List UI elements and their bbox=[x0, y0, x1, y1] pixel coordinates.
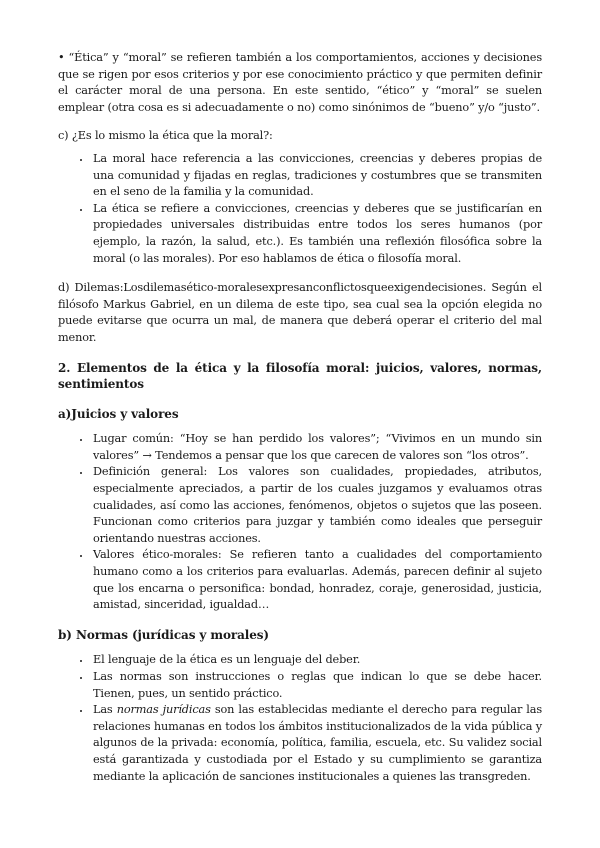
list-item bbox=[91, 702, 542, 785]
subsection-a-title: a)Juicios y valores bbox=[58, 406, 179, 421]
list-item: • La ética se refiere a convicciones, creencias y deberes que se justificarían en propiedades universales distribuidas entre todos los seres humanos (por ejemplo, la razón, la salud, etc.). Es también una reflexión filosófica sobre la moral (o las morales). Por eso hablamos de ética o filosofía moral. bbox=[91, 201, 542, 267]
section-c-label: c) ¿Es lo mismo la ética que la moral?: bbox=[58, 129, 273, 143]
subsection-b-title: b) Normas (jurídicas y morales) bbox=[58, 627, 270, 642]
list-item: • El lenguaje de la ética es un lenguaje del deber. bbox=[91, 652, 542, 669]
item-text-post: son las establecidas mediante el derecho para regular las relaciones humanas en todos los ámbitos institucionalizados de la vida pública y algunos de la privada: economía, política, familia, escuela, etc. Su validez social está garantizada y custodiada por el Estado y su cumplimiento se garantiza mediante la aplicación de sanciones institucionales a quienes las transgreden. bbox=[93, 703, 542, 783]
section-d-paragraph: d) Dilemas:Losdilemasético-moralesexpresanconflictosqueexigendecisiones. Según el filósofo Markus Gabriel, en un dilema de este tipo, sea cual sea la opción elegida no puede evitarse que ocurra un mal, de manera que deberá operar el criterio del mal menor. bbox=[58, 281, 542, 344]
list-item: • Las normas son instrucciones o reglas que indican lo que se debe hacer. Tienen, pues, un sentido práctico. bbox=[91, 669, 542, 702]
section-2-heading: 2. Elementos de la ética y la filosofía moral: juicios, valores, normas, sentimientos bbox=[58, 360, 542, 392]
item-text-pre: Las bbox=[93, 703, 117, 717]
list-item: • Definición general: Los valores son cualidades, propiedades, atributos, especialmente apreciados, a partir de los cuales juzgamos y evaluamos otras cualidades, así como las acciones, fenómenos, objetos o sujetos que las poseen. Funcionan como criterios para juzgar y también como ideales que perseguir orientando nuestras acciones. bbox=[91, 464, 542, 547]
subsection-a-list bbox=[58, 431, 542, 614]
section-c-list bbox=[58, 151, 542, 267]
emphasis-normas-juridicas: normas jurídicas bbox=[116, 703, 211, 717]
subsection-b-list bbox=[58, 652, 542, 785]
intro-paragraph: • “Ética” y “moral” se refieren también a los comportamientos, acciones y decisiones que se rigen por esos criterios y por ese conocimiento práctico y que permiten definir el carácter moral de una persona. En este sentido, “ético” y “moral” se suelen emplear (otra cosa es si adecuadamente o no) como sinónimos de “bueno” y/o “justo”. bbox=[58, 51, 542, 114]
list-item: • Valores ético-morales: Se refieren tanto a cualidades del comportamiento humano como a los criterios para evaluarlas. Además, parecen definir al sujeto que los encarna o personifica: bondad, honradez, coraje, generosidad, justicia, amistad, sinceridad, igualdad… bbox=[91, 547, 542, 613]
list-item: • Lugar común: “Hoy se han perdido los valores”; “Vivimos en un mundo sin valores” → Tendemos a pensar que los que carecen de valores son “los otros”. bbox=[91, 431, 542, 464]
list-item: • La moral hace referencia a las convicciones, creencias y deberes propias de una comunidad y fijadas en reglas, tradiciones y costumbres que se transmiten en el seno de la familia y la comunidad. bbox=[91, 151, 542, 201]
